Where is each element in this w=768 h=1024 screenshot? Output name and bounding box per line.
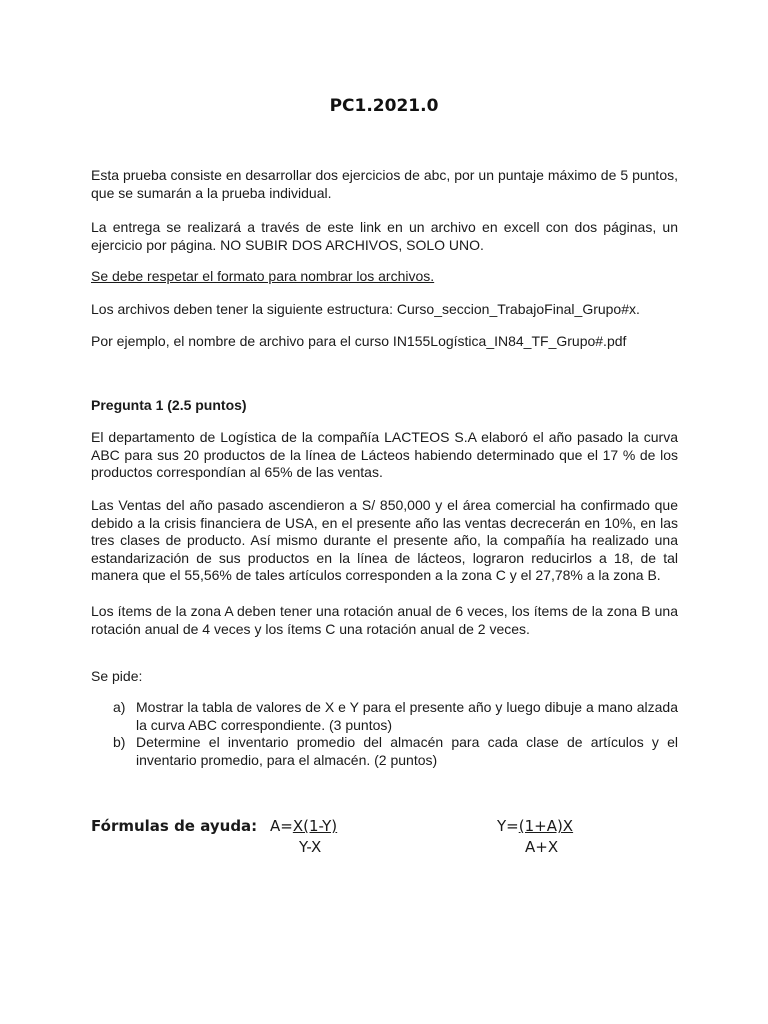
format-notice: Se debe respetar el formato para nombrar los archivos. xyxy=(91,268,435,284)
list-item-text: Mostrar la tabla de valores de X e Y para el presente año y luego dibuje a mano alzada la curva ABC correspondiente. (3 puntos) xyxy=(136,699,678,733)
document-title: PC1.2021.0 xyxy=(329,96,439,116)
formula-y xyxy=(497,817,574,856)
formulas-label: Fórmulas de ayuda: xyxy=(91,817,258,835)
formula-a-numerator: X(1-Y) xyxy=(292,817,338,835)
intro-paragraph-3 xyxy=(91,268,678,286)
formula-a xyxy=(270,817,338,856)
question-paragraph-3: Los ítems de la zona A deben tener una rotación anual de 6 veces, los ítems de la zona B una rotación anual de 4 veces y los ítems C una rotación anual de 2 veces. xyxy=(91,603,678,637)
intro-paragraph-5: Por ejemplo, el nombre de archivo para el curso IN155Logística_IN84_TF_Grupo#.pdf xyxy=(91,333,627,349)
formula-a-lhs: A= xyxy=(270,817,293,835)
intro-paragraph-1: Esta prueba consiste en desarrollar dos ejercicios de abc, por un puntaje máximo de 5 puntos, que se sumarán a la prueba individual. xyxy=(91,167,678,201)
ask-label: Se pide: xyxy=(91,668,143,684)
formulas-section xyxy=(91,814,691,864)
question-paragraph-1: El departamento de Logística de la compañía LACTEOS S.A elaboró el año pasado la curva ABC para sus 20 productos de la línea de Lácteos habiendo determinado que el 17 % de los productos correspondían al 65% de las ventas. xyxy=(91,429,678,480)
list-marker: b) xyxy=(113,734,126,750)
formula-y-denominator: A+X xyxy=(525,838,559,856)
formula-y-numerator: (1+A)X xyxy=(518,817,574,835)
formula-a-denominator: Y-X xyxy=(299,838,322,856)
intro-paragraph-2: La entrega se realizará a través de este link en un archivo en excell con dos páginas, un ejercicio por página. NO SUBIR DOS ARCHIVOS, SOLO UNO. xyxy=(91,219,678,253)
list-item xyxy=(91,699,678,734)
task-list xyxy=(91,699,678,769)
question-paragraph-2: Las Ventas del año pasado ascendieron a S/ 850,000 y el área comercial ha confirmado que debido a la crisis financiera de USA, en el presente año las ventas decrecerán en 10%, en las tres clases de producto. Así mismo durante el presente año, la compañía ha realizado una estandarización de sus productos en la línea de lácteos, lograron reducirlos a 18, de tal manera que el 55,56% de tales artículos corresponden a la zona C y el 27,78% a la zona B. xyxy=(91,497,678,583)
formula-y-lhs: Y= xyxy=(497,817,519,835)
intro-paragraph-4: Los archivos deben tener la siguiente estructura: Curso_seccion_TrabajoFinal_Grupo#x. xyxy=(91,301,640,317)
list-item xyxy=(91,734,678,769)
question-heading: Pregunta 1 (2.5 puntos) xyxy=(91,397,247,413)
list-marker: a) xyxy=(113,699,126,715)
list-item-text: Determine el inventario promedio del almacén para cada clase de artículos y el inventario promedio, para el almacén. (2 puntos) xyxy=(136,734,678,768)
